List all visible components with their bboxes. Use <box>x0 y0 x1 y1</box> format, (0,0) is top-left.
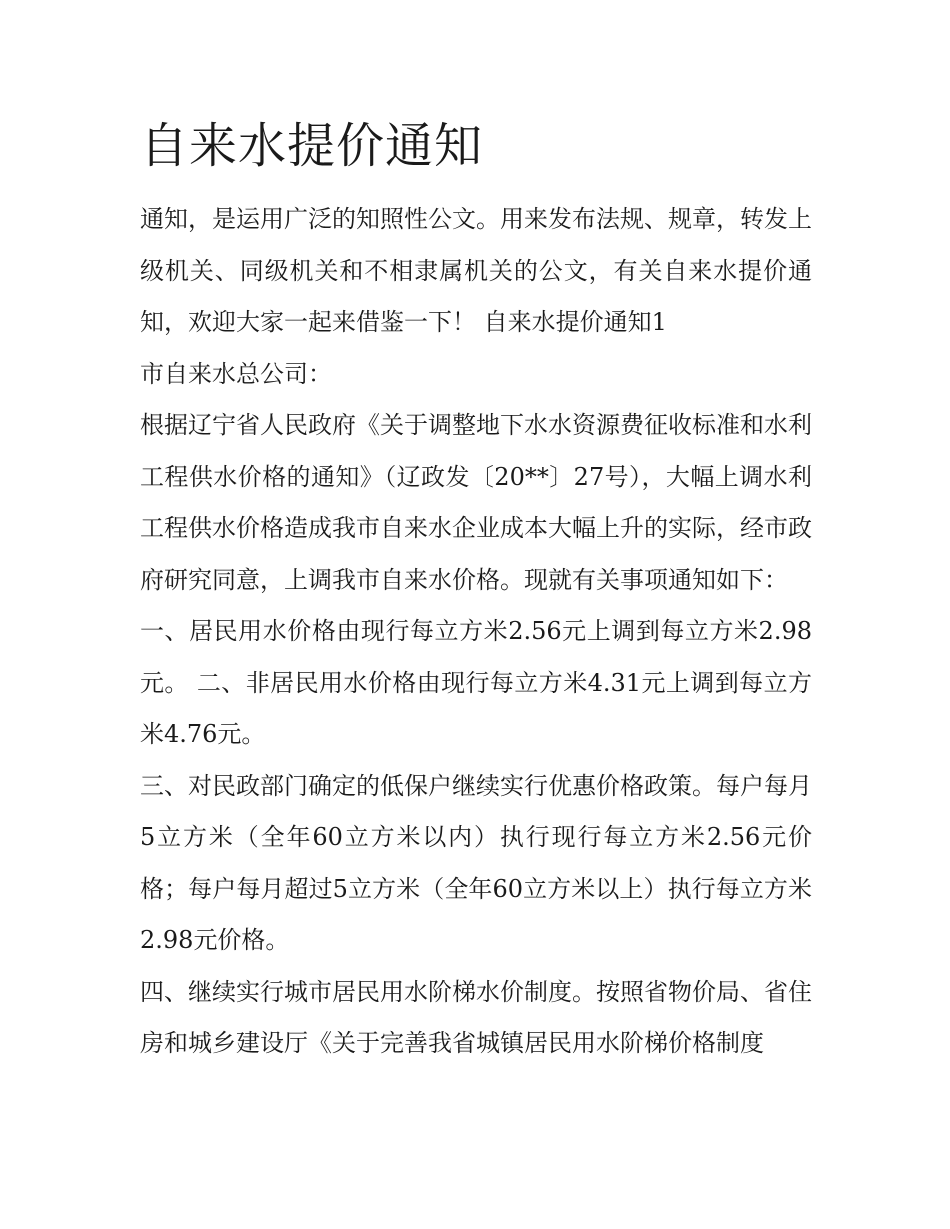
item-four-paragraph: 四、继续实行城市居民用水阶梯水价制度。按照省物价局、省住房和城乡建设厅《关于完善我省城镇居民用水阶梯价格制度 <box>140 977 812 1057</box>
intro-paragraph: 通知，是运用广泛的知照性公文。用来发布法规、规章，转发上级机关、同级机关和不相隶属机关的公文，有关自来水提价通知，欢迎大家一起来借鉴一下！ 自来水提价通知1 <box>140 205 812 336</box>
document-page <box>140 110 812 1070</box>
basis-paragraph: 根据辽宁省人民政府《关于调整地下水水资源费征收标准和水利工程供水价格的通知》（辽政发〔20**〕27号），大幅上调水利工程供水价格造成我市自来水企业成本大幅上升的实际，经市政府研究同意，上调我市自来水价格。现就有关事项通知如下： <box>140 411 812 594</box>
document-title: 自来水提价通知 <box>140 118 484 174</box>
recipient-line: 市自来水总公司： <box>140 359 332 388</box>
item-three-paragraph: 三、对民政部门确定的低保户继续实行优惠价格政策。每户每月5立方米（全年60立方米以内）执行现行每立方米2.56元价格；每户每月超过5立方米（全年60立方米以上）执行每立方米2.98元价格。 <box>140 771 812 954</box>
item-one-two-paragraph: 一、居民用水价格由现行每立方米2.56元上调到每立方米2.98元。 二、非居民用水价格由现行每立方米4.31元上调到每立方米4.76元。 <box>140 617 812 748</box>
